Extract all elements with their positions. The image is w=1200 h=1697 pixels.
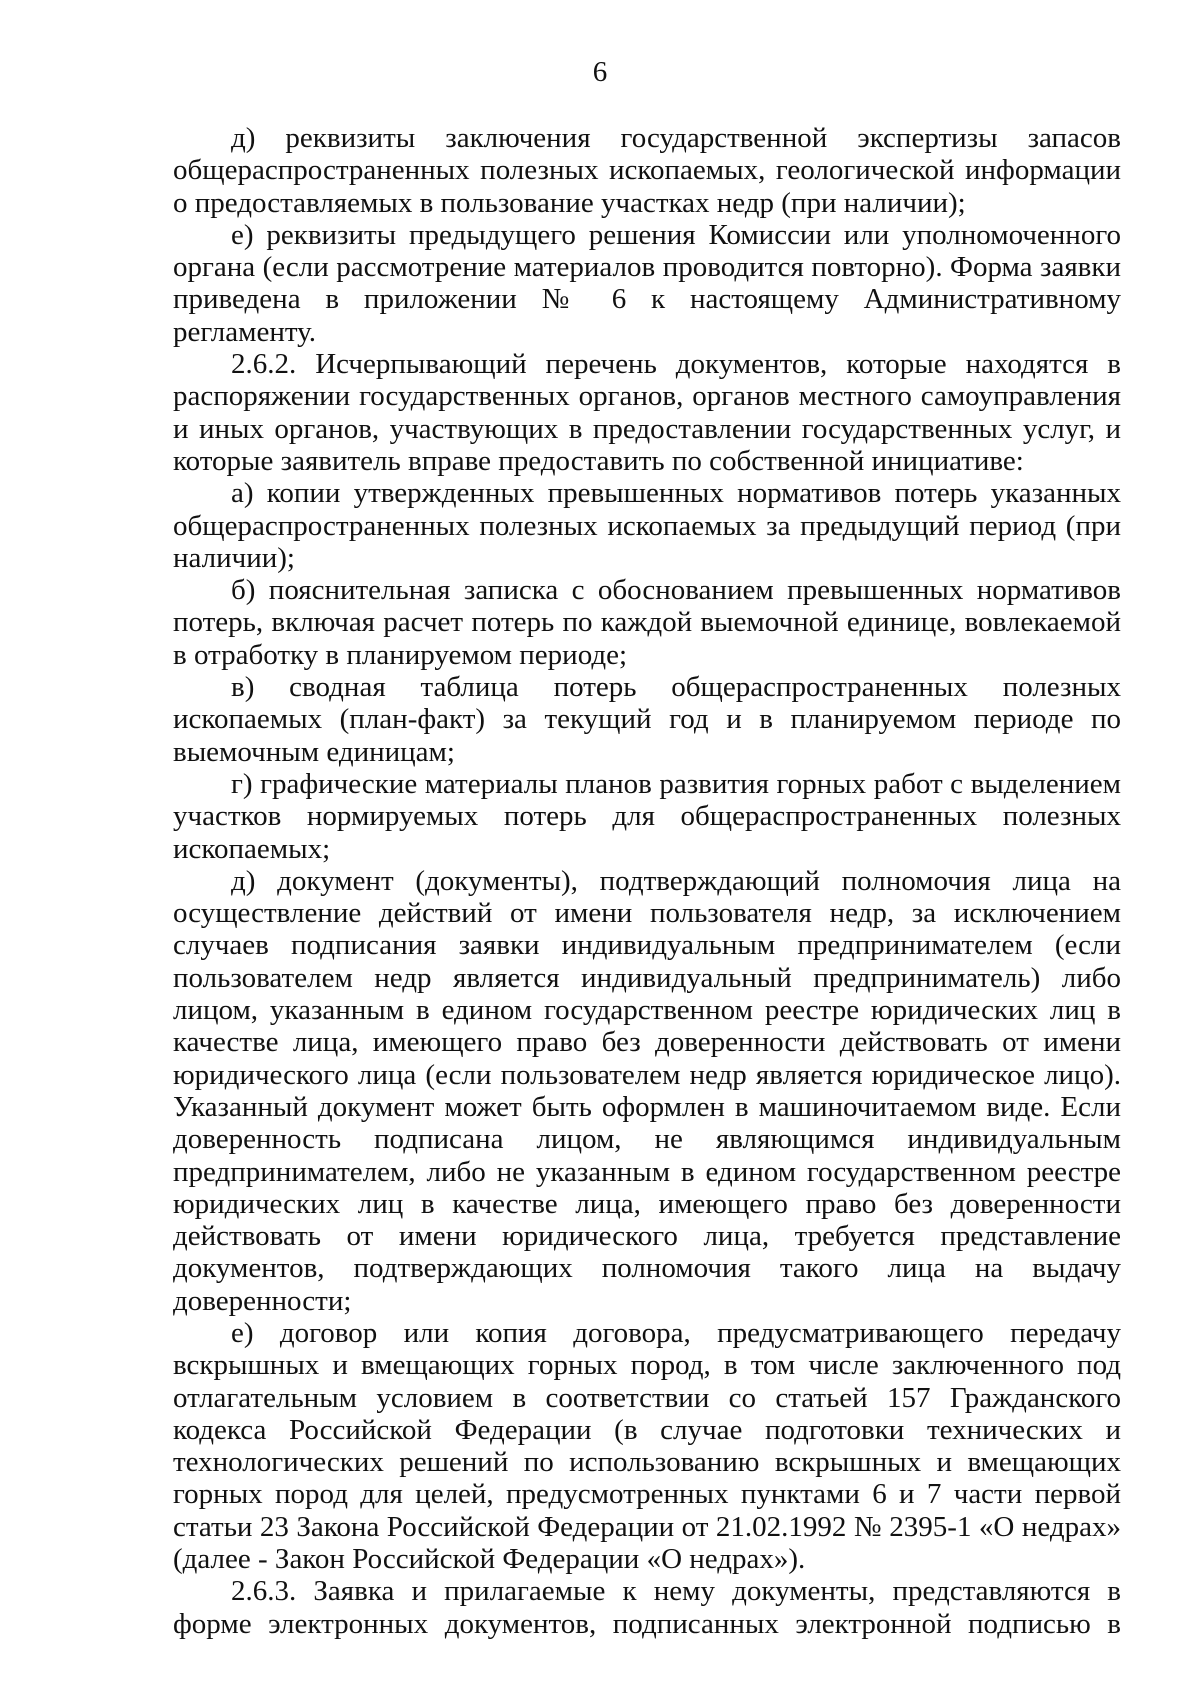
document-body bbox=[173, 122, 1121, 1640]
paragraph-item-d: д) документ (документы), подтверждающий полномочия лица на осуществление действий от имени пользователя недр, за исключением случаев подписания заявки индивидуальным предпринимателем (если пользователем недр является индивидуальный предприниматель) либо лицом, указанным в едином государственном реестре юридических лиц в качестве лица, имеющего право без доверенности действовать от имени юридического лица (если пользователем недр является юридическое лицо). Указанный документ может быть оформлен в машиночитаемом виде. Если доверенность подписана лицом, не являющимся индивидуальным предпринимателем, либо не указанным в едином государственном реестре юридических лиц в качестве лица, имеющего право без доверенности действовать от имени юридического лица, требуется представление документов, подтверждающих полномочия такого лица на выдачу доверенности; bbox=[173, 864, 1121, 1317]
paragraph-item-a: а) копии утвержденных превышенных нормативов потерь указанных общераспространенных полезных ископаемых за предыдущий период (при наличии); bbox=[173, 477, 1121, 574]
paragraph-requisites-expertise: д) реквизиты заключения государственной экспертизы запасов общераспространенных полезных ископаемых, геологической информации о предоставляемых в пользование участках недр (при наличии); bbox=[173, 122, 1121, 219]
paragraph-item-v: в) сводная таблица потерь общераспространенных полезных ископаемых (план-факт) за текущий год и в планируемом периоде по выемочным единицам; bbox=[173, 671, 1121, 768]
paragraph-section-2-6-2: 2.6.2. Исчерпывающий перечень документов, которые находятся в распоряжении государственных органов, органов местного самоуправления и иных органов, участвующих в предоставлении государственных услуг, и которые заявитель вправе предоставить по собственной инициативе: bbox=[173, 348, 1121, 477]
paragraph-item-e: е) договор или копия договора, предусматривающего передачу вскрышных и вмещающих горных пород, в том числе заключенного под отлагательным условием в соответствии со статьей 157 Гражданского кодекса Российской Федерации (в случае подготовки технических и технологических решений по использованию вскрышных и вмещающих горных пород для целей, предусмотренных пунктами 6 и 7 части первой статьи 23 Закона Российской Федерации от 21.02.1992 № 2395-1 «О недрах» (далее - Закон Российской Федерации «О недрах»). bbox=[173, 1316, 1121, 1576]
paragraph-item-g: г) графические материалы планов развития горных работ с выделением участков нормируемых потерь для общераспространенных полезных ископаемых; bbox=[173, 767, 1121, 865]
paragraph-requisites-previous-decision: е) реквизиты предыдущего решения Комиссии или уполномоченного органа (если рассмотрение материалов проводится повторно). Форма заявки приведена в приложении № 6 к настоящему Административному регламенту. bbox=[173, 218, 1121, 348]
paragraph-item-b: б) пояснительная записка с обоснованием превышенных нормативов потерь, включая расчет потерь по каждой выемочной единице, вовлекаемой в отработку в планируемом периоде; bbox=[173, 574, 1121, 671]
page-number: 6 bbox=[592, 56, 608, 88]
paragraph-section-2-6-3: 2.6.3. Заявка и прилагаемые к нему документы, представляются в форме электронных документов, подписанных электронной подписью в bbox=[173, 1575, 1121, 1640]
